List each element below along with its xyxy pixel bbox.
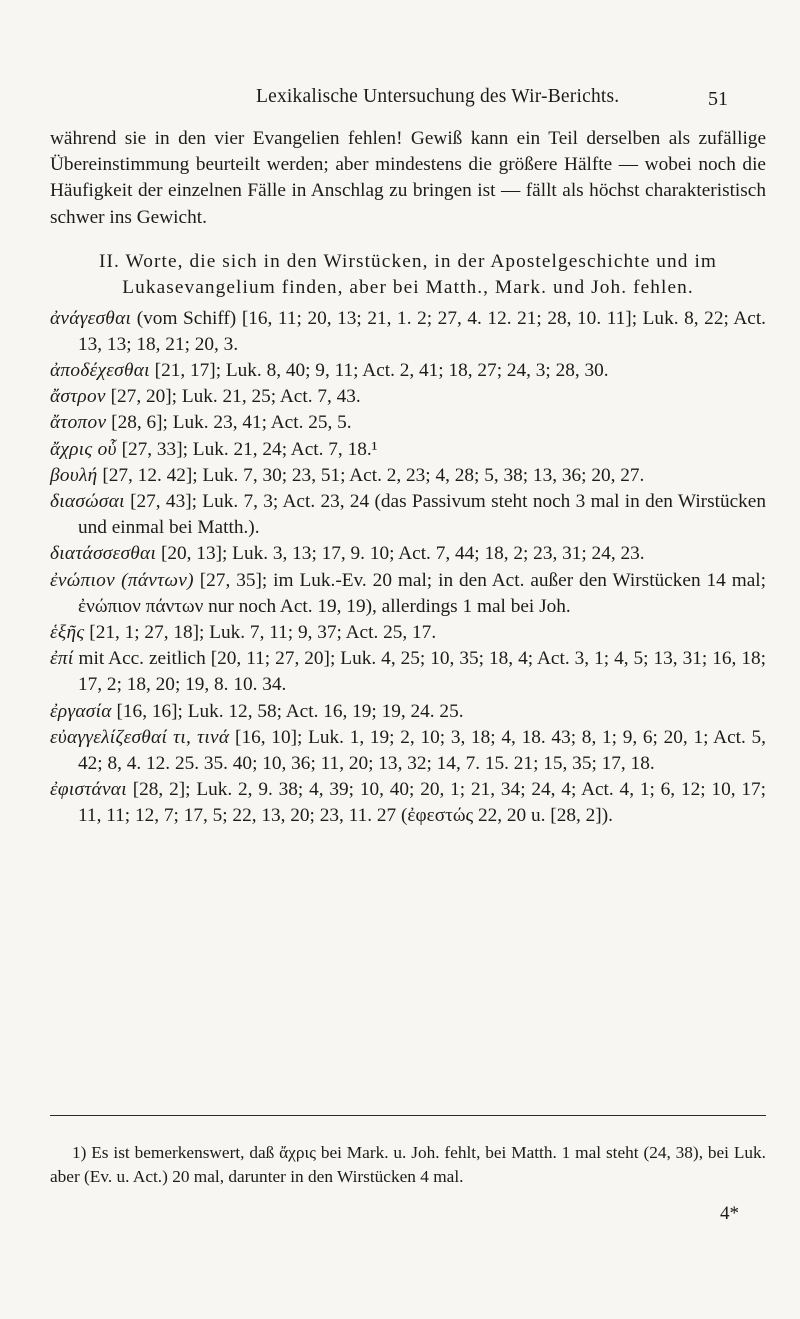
greek-term: διατάσσεσθαι [50,543,157,565]
entry-references: [27, 35]; im Luk.-Ev. 20 mal; in den Act. außer den Wirstücken 14 mal; ἐνώπιον πάντων nur noch Act. 19, 19), allerdings 1 mal bei Joh. [78,569,766,617]
entry-references: (vom Schiff) [16, 11; 20, 13; 21, 1. 2; 27, 4. 12. 21; 28, 10. 11]; Luk. 8, 22; Act. 13, 13; 18, 21; 20, 3. [78,307,766,355]
entry-references: [27, 20]; Luk. 21, 25; Act. 7, 43. [105,386,361,408]
word-entry [50,306,766,358]
greek-term: εὐαγγελίζεσθαί τι, τινά [50,726,230,748]
footnote: 1) Es ist bemerkenswert, daß ἄχρις bei Mark. u. Joh. fehlt, bei Matth. 1 mal steht (24, 38), bei Luk. aber (Ev. u. Act.) 20 mal, darunter in den Wirstücken 4 mal. [50,1143,766,1186]
entry-references: [28, 2]; Luk. 2, 9. 38; 4, 39; 10, 40; 20, 1; 21, 34; 24, 4; Act. 4, 1; 6, 12; 10, 17; 11, 11; 12, 7; 17, 5; 22, 13, 20; 23, 11. 27 (ἐφεστώς 22, 20 u. [28, 2]). [78,779,766,827]
entry-references: mit Acc. zeitlich [20, 11; 27, 20]; Luk. 4, 25; 10, 35; 18, 4; Act. 3, 1; 4, 5; 13, 31; 16, 18; 17, 2; 18, 20; 19, 8. 10. 34. [73,648,766,696]
entry-references: [20, 13]; Luk. 3, 13; 17, 9. 10; Act. 7, 44; 18, 2; 23, 31; 24, 23. [156,543,645,565]
word-entry [50,699,766,725]
entry-references: [21, 1; 27, 18]; Luk. 7, 11; 9, 37; Act. 25, 17. [84,622,437,644]
entry-references: [28, 6]; Luk. 23, 41; Act. 25, 5. [106,412,352,434]
entry-references: [27, 43]; Luk. 7, 3; Act. 23, 24 (das Passivum steht noch 3 mal in den Wirstücken und einmal bei Matth.). [78,491,766,539]
word-entry [50,463,766,489]
greek-term: ἐπί [50,648,74,670]
word-entry [50,410,766,436]
greek-term: ἄχρις οὗ [50,438,117,460]
greek-term: διασώσαι [50,491,125,513]
page-number: 51 [708,88,728,110]
entry-references: [21, 17]; Luk. 8, 40; 9, 11; Act. 2, 41; 18, 27; 24, 3; 28, 30. [149,360,609,382]
word-entry [50,384,766,410]
greek-term: ἐργασία [50,700,112,722]
greek-term: ἑξῆς [50,622,85,644]
entry-references: [27, 12. 42]; Luk. 7, 30; 23, 51; Act. 2, 23; 4, 28; 5, 38; 13, 36; 20, 27. [97,464,645,486]
page-header [0,86,800,116]
intro-paragraph: während sie in den vier Evangelien fehlen! Gewiß kann ein Teil derselben als zufällige Übereinstimmung beurteilt werden; aber mindestens die größere Hälfte — wobei noch die Häufigkeit der einzelnen Fälle in Anschlag zu bringen ist — fällt als höchst charakteristisch schwer ins Gewicht. [50,128,766,228]
word-entry [50,541,766,567]
running-head: Lexikalische Untersuchung des Wir-Berichts. [256,86,620,107]
greek-term: ἐνώπιον (πάντων) [50,569,194,591]
entry-references: [27, 33]; Luk. 21, 24; Act. 7, 18.¹ [116,438,378,460]
word-list [50,306,766,830]
entry-references: [16, 10]; Luk. 1, 19; 2, 10; 3, 18; 4, 18. 43; 8, 1; 9, 6; 20, 1; Act. 5, 42; 8, 4. 12. 25. 35. 40; 10, 36; 11, 20; 13, 32; 14, 7. 15. 21; 15, 35; 17, 18. [78,726,767,775]
word-entry [50,646,766,698]
word-entry [50,777,766,829]
word-entry [50,568,766,620]
word-entry [50,489,766,541]
word-entry [50,725,766,777]
entry-references: [16, 16]; Luk. 12, 58; Act. 16, 19; 19, 24. 25. [111,700,464,722]
word-entry [50,620,766,646]
greek-term: ἄτοπον [50,412,107,434]
greek-term: ἐφιστάναι [50,779,127,801]
page-body [50,126,766,830]
printer-signature: 4* [720,1203,739,1224]
greek-term: ἀνάγεσθαι [50,307,132,329]
word-entry [50,437,766,463]
word-entry [50,358,766,384]
greek-term: βουλή [50,464,98,486]
greek-term: ἀποδέχεσθαι [50,360,150,382]
greek-term: ἄστρον [50,386,106,408]
section-heading: II. Worte, die sich in den Wirstücken, in der Apostelgeschichte und im Lukasevangelium finden, aber bei Matth., Mark. und Joh. fehlen. [99,250,717,299]
footnote-divider [50,1115,766,1116]
